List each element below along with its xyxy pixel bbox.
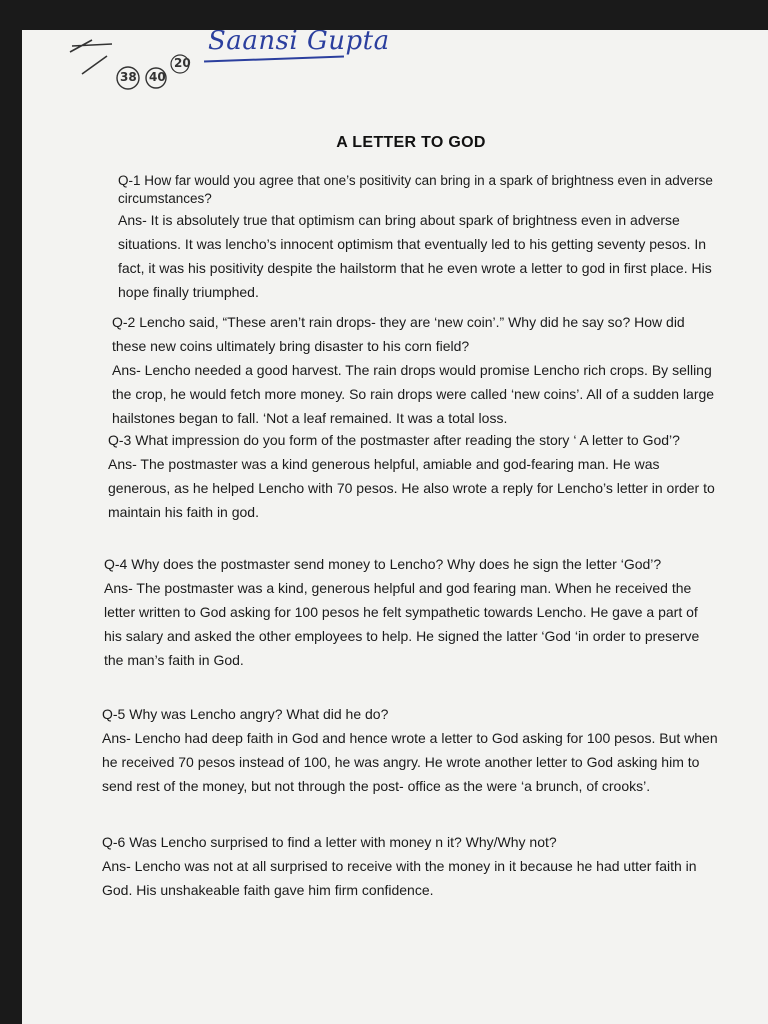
mark-2: 40 [149, 70, 166, 84]
question-6: Q-6 Was Lencho surprised to find a letter with money n it? Why/Why not? [102, 834, 557, 850]
qa-block-3 [108, 428, 716, 524]
question-5: Q-5 Why was Lencho angry? What did he do? [102, 706, 389, 722]
answer-3: Ans- The postmaster was a kind generous helpful, amiable and god-fearing man. He was generous, as he helped Lencho with 70 pesos. He also wrote a reply for Lencho’s letter in order to maintain his faith in god. [108, 456, 715, 520]
answer-1: Ans- It is absolutely true that optimism can bring about spark of brightness even in adverse situations. It was lencho’s innocent optimism that eventually led to his getting seventy pesos. In fact, it was his positivity despite the hailstorm that he even wrote a letter to god in first place. His hope finally triumphed. [118, 212, 712, 300]
answer-2: Ans- Lencho needed a good harvest. The rain drops would promise Lencho rich crops. By selling the crop, he would fetch more money. So rain drops were called ‘new coins’. All of a sudden large hailstones began to fall. ‘Not a leaf remained. It was a total loss. [112, 362, 715, 426]
student-signature: Saansi Gupta [208, 30, 390, 56]
answer-5: Ans- Lencho had deep faith in God and hence wrote a letter to God asking for 100 pesos. But when he received 70 pesos instead of 100, he was angry. He wrote another letter to God asking him to send rest of the money, but not through the post- office as the were ‘a brunch, of crooks’. [102, 730, 718, 794]
qa-block-5 [102, 702, 728, 798]
qa-block-6 [102, 830, 728, 902]
signature-underline [204, 56, 344, 63]
page-title: A LETTER TO GOD [336, 134, 486, 151]
question-3: Q-3 What impression do you form of the postmaster after reading the story ‘ A letter to God’? [108, 432, 680, 448]
qa-block-4 [104, 552, 716, 672]
qa-block-2 [112, 310, 716, 430]
question-2: Q-2 Lencho said, “These aren’t rain drops- they are ‘new coin’.” Why did he say so? How did these new coins ultimately bring disaster to his corn field? [112, 314, 685, 354]
document-page [22, 30, 768, 1024]
qa-block-1 [118, 172, 718, 304]
mark-1: 38 [120, 70, 137, 84]
question-4: Q-4 Why does the postmaster send money to Lencho? Why does he sign the letter ‘God’? [104, 556, 662, 572]
answer-6: Ans- Lencho was not at all surprised to receive with the money in it because he had utter faith in God. His unshakeable faith gave him firm confidence. [102, 858, 697, 898]
mark-3: 20 [174, 56, 191, 70]
answer-4: Ans- The postmaster was a kind, generous helpful and god fearing man. When he received the letter written to God asking for 100 pesos he felt sympathetic towards Lencho. He gave a part of his salary and asked the other employees to help. He signed the latter ‘God ‘in order to preserve the man’s faith in God. [104, 580, 700, 668]
question-1: Q-1 How far would you agree that one’s positivity can bring in a spark of brightness even in adverse circumstances? [118, 173, 713, 206]
scribble-marks-icon [52, 34, 192, 94]
